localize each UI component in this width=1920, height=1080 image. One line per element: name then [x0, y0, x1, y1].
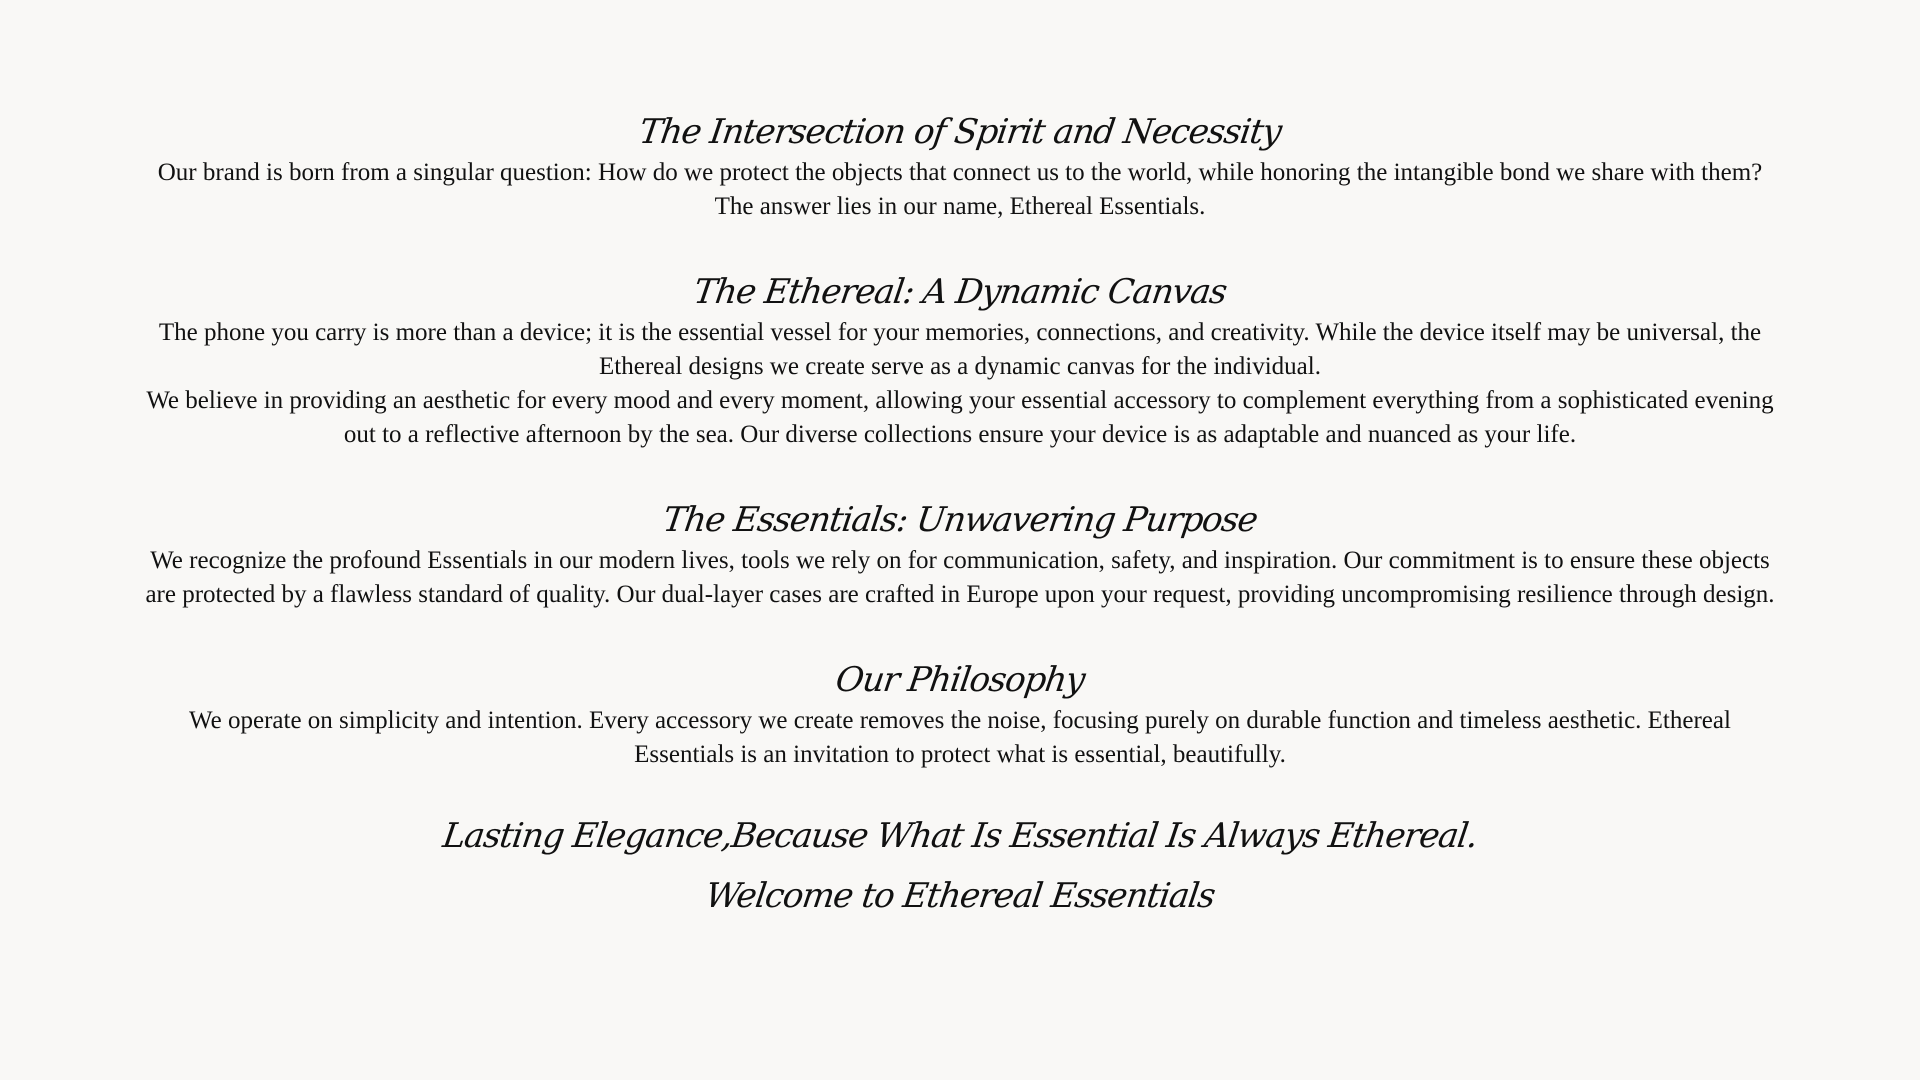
- section-paragraph: We believe in providing an aesthetic for every mood and every moment, allowing your essential accessory to complement everything from a sophisticated evening out to a reflective afternoon by the sea. Our diverse collections ensure your device is as adaptable and nuanced as your life.: [146, 387, 1774, 448]
- section-ethereal-canvas: [140, 268, 1780, 452]
- section-paragraph: Our brand is born from a singular question: How do we protect the objects that connect us to the world, while honoring the intangible bond we share with them?: [157, 159, 1763, 186]
- section-heading: The Ethereal: A Dynamic Canvas: [691, 272, 1229, 312]
- section-paragraph: The answer lies in our name, Ethereal Essentials.: [714, 193, 1206, 220]
- closing-tagline: Lasting Elegance,Because What Is Essential Is Always Ethereal.: [440, 816, 1480, 856]
- section-paragraph: The phone you carry is more than a device; it is the essential vessel for your memories, connections, and creativity. While the device itself may be universal, the Ethereal designs we create serve as a dynamic canvas for the individual.: [158, 319, 1762, 380]
- section-spirit-necessity: [140, 108, 1780, 224]
- closing-block: [140, 806, 1780, 926]
- section-heading: The Intersection of Spirit and Necessity: [636, 112, 1284, 152]
- section-paragraph: We operate on simplicity and intention. Every accessory we create removes the noise, focusing purely on durable function and timeless aesthetic. Ethereal Essentials is an invitation to protect what is essential, beautifully.: [189, 707, 1731, 768]
- section-heading: Our Philosophy: [833, 660, 1087, 700]
- welcome-line: Welcome to Ethereal Essentials: [702, 876, 1218, 916]
- section-essentials-purpose: [140, 496, 1780, 612]
- section-heading: The Essentials: Unwavering Purpose: [660, 500, 1260, 540]
- section-philosophy: [140, 656, 1780, 772]
- section-paragraph: We recognize the profound Essentials in our modern lives, tools we rely on for communication, safety, and inspiration. Our commitment is to ensure these objects are protected by a flawless standard of quality. Our dual-layer cases are crafted in Europe upon your request, providing uncompromising resilience through design.: [145, 547, 1775, 608]
